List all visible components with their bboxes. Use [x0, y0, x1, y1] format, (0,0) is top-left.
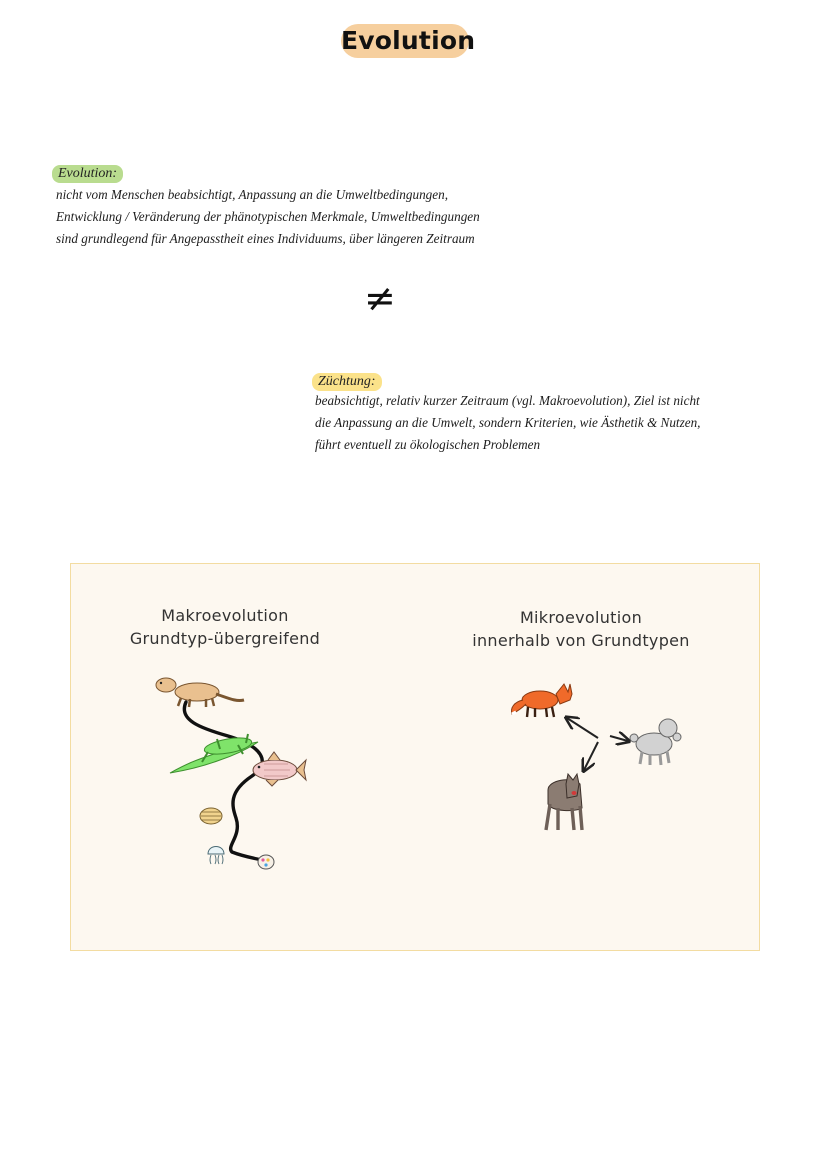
trilobite-icon [200, 808, 222, 824]
makro-subtitle: Grundtyp-übergreifend [129, 629, 321, 648]
evolution-line: nicht vom Menschen beabsichtigt, Anpassung an die Umweltbedingungen, [56, 187, 449, 202]
arrow-to-poodle [610, 736, 628, 741]
fox-icon [511, 684, 572, 717]
page-title: Evolution [341, 26, 476, 55]
arrow-to-wolf [584, 742, 598, 770]
cell-icon [258, 855, 274, 869]
evolution-line: sind grundlegend für Angepasstheit eines Individuums, über längeren Zeitraum [56, 231, 475, 246]
mikro-subtitle: innerhalb von Grundtypen [472, 631, 690, 650]
wolf-icon [546, 774, 582, 830]
poodle-icon [630, 719, 681, 765]
zuechtung-line: die Anpassung an die Umwelt, sondern Kriterien, wie Ästhetik & Nutzen, [315, 415, 701, 430]
arrow-to-fox [567, 718, 598, 738]
evolution-lineage-line [184, 702, 262, 860]
not-equal-symbol: ≠ [364, 276, 396, 320]
zuechtung-label: Züchtung: [312, 373, 382, 391]
evolution-label: Evolution: [52, 165, 123, 183]
mikro-title: Mikroevolution [519, 608, 643, 627]
mammal-icon [156, 678, 244, 707]
zuechtung-line: führt eventuell zu ökologischen Problemen [315, 437, 541, 452]
jellyfish-icon [208, 847, 224, 865]
makro-title: Makroevolution [161, 606, 289, 625]
lizard-icon [170, 734, 258, 773]
zuechtung-line: beabsichtigt, relativ kurzer Zeitraum (vgl. Makroevolution), Ziel ist nicht [315, 393, 700, 408]
evolution-line: Entwicklung / Veränderung der phänotypischen Merkmale, Umweltbedingungen [56, 209, 480, 224]
